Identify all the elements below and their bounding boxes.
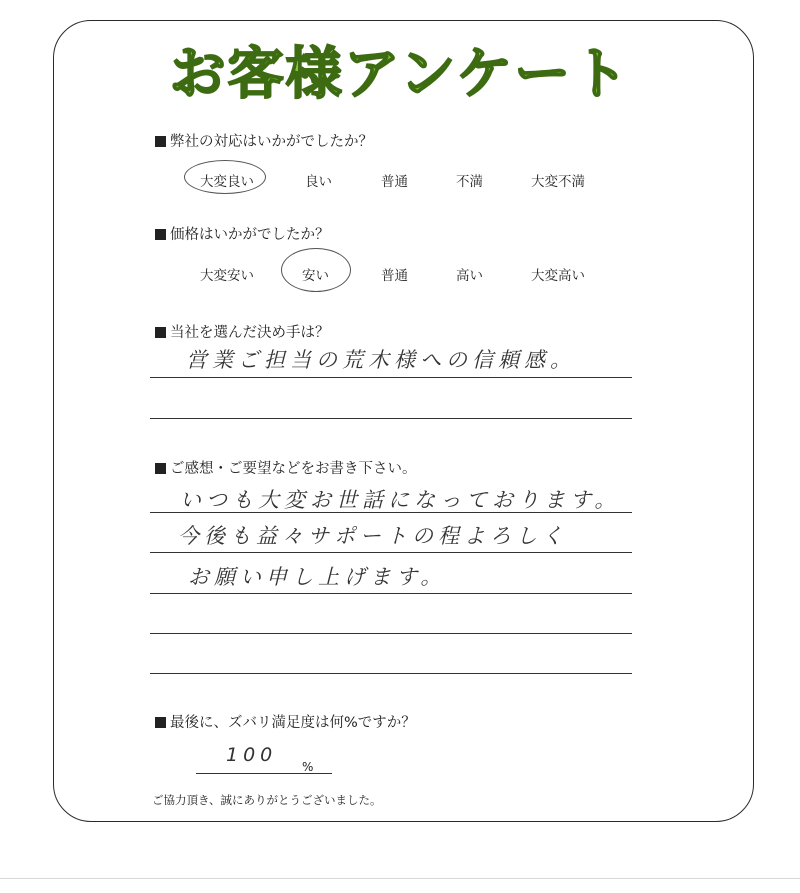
square-bullet-icon <box>155 136 166 147</box>
q1-option-5[interactable]: 大変不満 <box>531 174 585 190</box>
q1-option-2[interactable]: 良い <box>305 174 332 190</box>
handwritten-answer-4-line-3: お願い申し上げます。 <box>188 565 447 589</box>
question-5 <box>155 711 416 732</box>
q2-option-5[interactable]: 大変高い <box>531 268 585 284</box>
q1-option-3[interactable]: 普通 <box>381 174 408 190</box>
handwritten-answer-4-line-1: いつも大変お世話になっております。 <box>180 488 621 512</box>
q1-option-4[interactable]: 不満 <box>456 174 483 190</box>
question-5-label: 最後に、ズバリ満足度は何%ですか？ <box>170 715 416 731</box>
q2-option-2[interactable]: 安い <box>302 268 329 284</box>
square-bullet-icon <box>155 229 166 240</box>
answer-line <box>150 593 632 594</box>
question-2 <box>155 223 330 244</box>
handwritten-answer-4-line-2: 今後も益々サポートの程よろしく <box>178 524 568 548</box>
q2-option-1[interactable]: 大変安い <box>200 268 254 284</box>
square-bullet-icon <box>155 327 166 338</box>
question-1 <box>155 130 373 151</box>
survey-title: お客様アンケート <box>169 42 631 107</box>
question-4 <box>155 457 417 478</box>
question-4-label: ご感想・ご要望などをお書き下さい。 <box>170 461 417 477</box>
square-bullet-icon <box>155 717 166 728</box>
handwritten-satisfaction-value: 100 <box>226 744 278 766</box>
answer-line <box>150 418 632 419</box>
question-1-label: 弊社の対応はいかがでしたか？ <box>170 134 373 150</box>
answer-line <box>150 673 632 674</box>
answer-line <box>150 512 632 513</box>
question-3-label: 当社を選んだ決め手は？ <box>170 325 330 341</box>
handwritten-answer-3: 営業ご担当の荒木様への信頼感。 <box>186 348 576 372</box>
answer-line <box>150 377 632 378</box>
percent-unit: % <box>302 760 314 774</box>
q1-option-1[interactable]: 大変良い <box>200 174 254 190</box>
question-3 <box>155 321 330 342</box>
q2-option-3[interactable]: 普通 <box>381 268 408 284</box>
q2-option-4[interactable]: 高い <box>456 268 483 284</box>
answer-line <box>150 552 632 553</box>
question-2-label: 価格はいかがでしたか？ <box>170 227 330 243</box>
page-bottom-rule <box>0 878 800 879</box>
answer-line <box>150 633 632 634</box>
square-bullet-icon <box>155 463 166 474</box>
thanks-message: ご協力頂き、誠にありがとうございました。 <box>152 793 382 807</box>
